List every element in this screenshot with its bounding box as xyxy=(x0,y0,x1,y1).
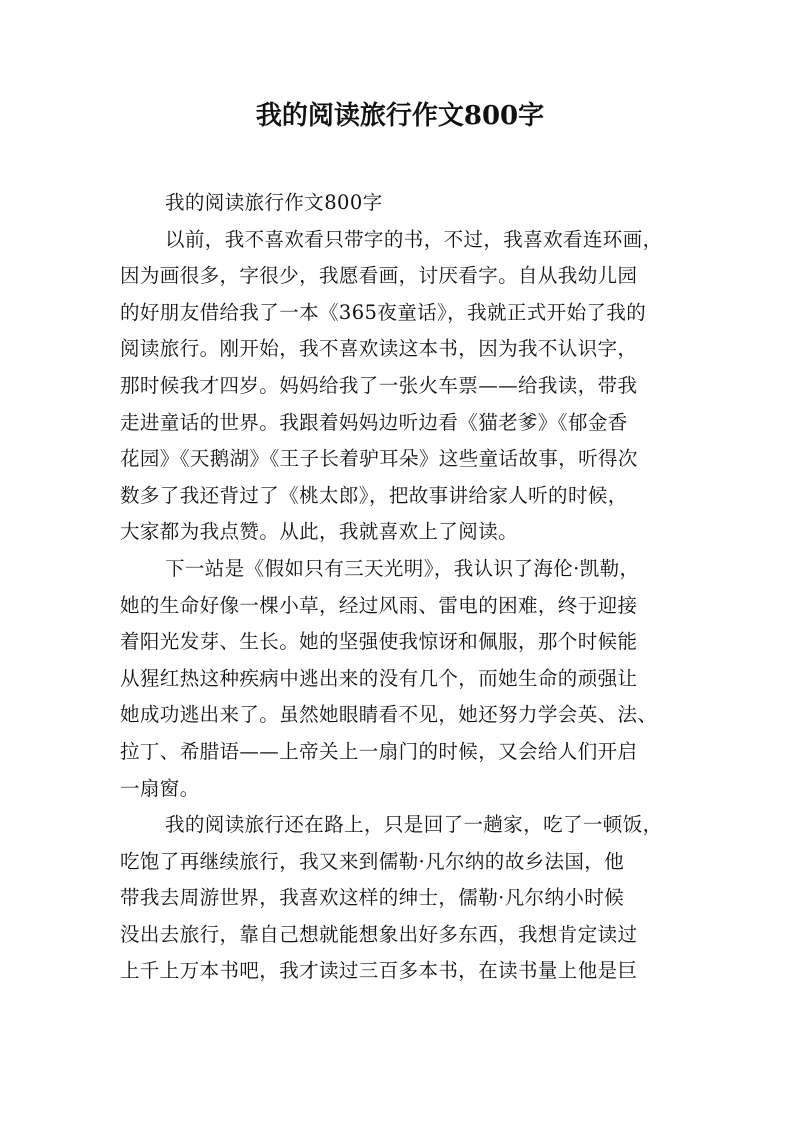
body-line: 着阳光发芽、生长。她的坚强使我惊讶和佩服，那个时候能 xyxy=(120,630,638,654)
body-line: 没出去旅行，靠自己想就能想象出好多东西，我想肯定读过 xyxy=(120,922,638,946)
body-line: 带我去周游世界，我喜欢这样的绅士，儒勒·凡尔纳小时候 xyxy=(120,886,625,910)
body-line: 一扇窗。 xyxy=(120,776,200,800)
body-line: 花园》《天鹅湖》《王子长着驴耳朵》这些童话故事，听得次 xyxy=(120,447,638,471)
body-line: 吃饱了再继续旅行，我又来到儒勒·凡尔纳的故乡法国，他 xyxy=(120,849,625,873)
document-body xyxy=(120,185,683,990)
body-line: 数多了我还背过了《桃太郎》，把故事讲给家人听的时候， xyxy=(120,483,628,507)
body-line: 上千上万本书吧，我才读过三百多本书，在读书量上他是巨 xyxy=(120,959,638,983)
body-line: 走进童话的世界。我跟着妈妈边听边看《猫老爹》《郁金香 xyxy=(120,410,628,434)
body-line: 因为画很多，字很少，我愿看画，讨厌看字。自从我幼儿园 xyxy=(120,264,638,288)
body-line: 以前，我不喜欢看只带字的书，不过，我喜欢看连环画， xyxy=(165,227,663,251)
body-line: 拉丁、希腊语——上帝关上一扇门的时候，又会给人们开启 xyxy=(120,739,638,763)
body-line: 我的阅读旅行还在路上，只是回了一趟家，吃了一顿饭， xyxy=(165,813,663,837)
body-line: 下一站是《假如只有三天光明》，我认识了海伦·凯勒， xyxy=(165,556,640,580)
body-line: 她成功逃出来了。虽然她眼睛看不见，她还努力学会英、法、 xyxy=(120,703,658,727)
body-line: 的好朋友借给我了一本《365夜童话》，我就正式开始了我的 xyxy=(120,300,647,324)
document-title: 我的阅读旅行作文800字 xyxy=(255,101,545,131)
body-line: 她的生命好像一棵小草，经过风雨、雷电的困难，终于迎接 xyxy=(120,593,638,617)
body-line: 我的阅读旅行作文800字 xyxy=(165,191,383,214)
body-line: 大家都为我点赞。从此，我就喜欢上了阅读。 xyxy=(120,520,519,544)
body-line: 从猩红热这种疾病中逃出来的没有几个，而她生命的顽强让 xyxy=(120,666,638,690)
body-line: 阅读旅行。刚开始，我不喜欢读这本书，因为我不认识字， xyxy=(120,337,638,361)
body-line: 那时候我才四岁。妈妈给我了一张火车票——给我读，带我 xyxy=(120,373,638,397)
